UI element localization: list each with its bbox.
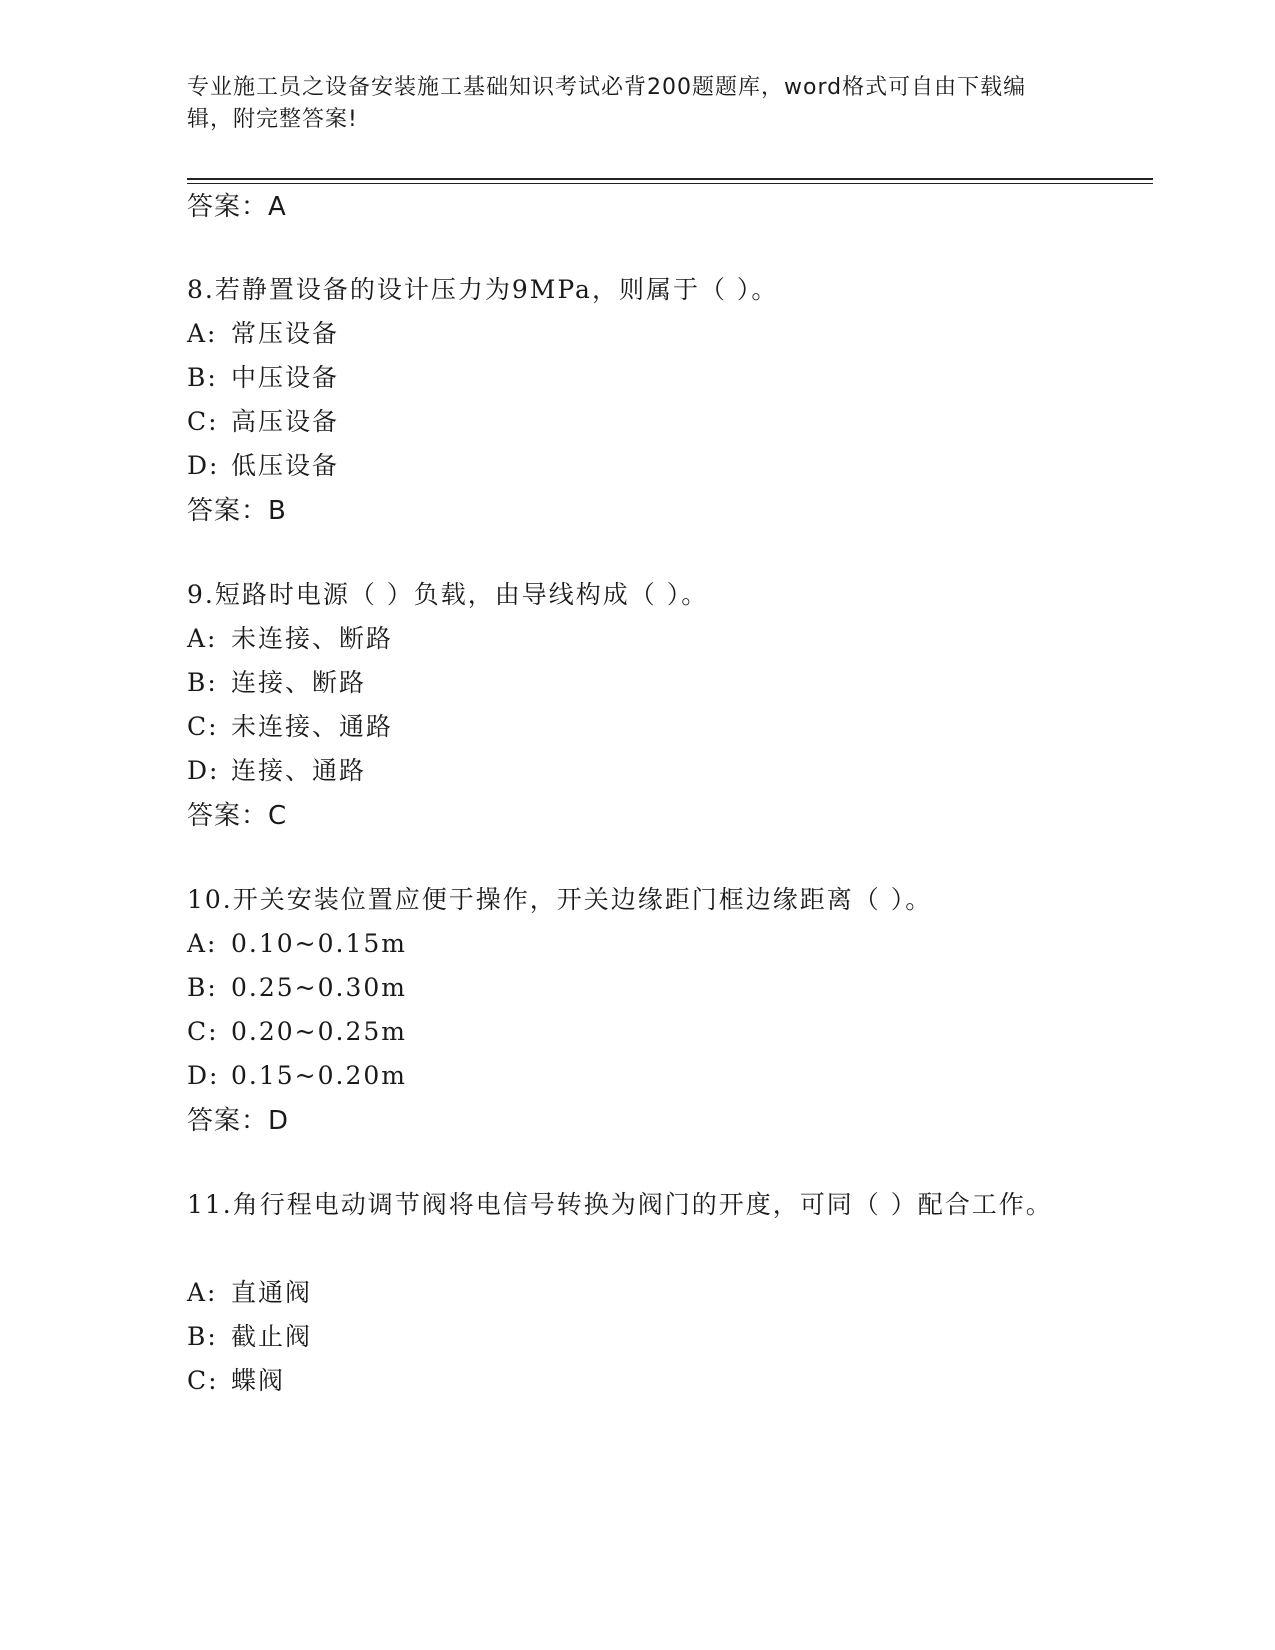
option-letter: C:	[187, 712, 219, 741]
option	[187, 1276, 312, 1310]
option-letter: A:	[187, 929, 218, 958]
option-text: 连接、断路	[231, 668, 367, 697]
header-rule-thin	[187, 183, 1153, 184]
option-text: 未连接、断路	[231, 624, 394, 653]
option	[187, 361, 339, 395]
option-letter: A:	[187, 624, 218, 653]
option-text: 0.10~0.15m	[231, 929, 407, 958]
option	[187, 666, 366, 700]
option-letter: D:	[187, 451, 220, 480]
option-letter: A:	[187, 1278, 218, 1307]
option-text: 0.15~0.20m	[231, 1061, 407, 1090]
option-letter: A:	[187, 319, 218, 348]
option-text: 中压设备	[231, 363, 340, 392]
option-letter: C:	[187, 407, 219, 436]
answer: 答案：D	[187, 1106, 290, 1136]
option	[187, 1059, 407, 1093]
answer: 答案：C	[187, 801, 288, 831]
option-text: 低压设备	[231, 451, 340, 480]
option-text: 高压设备	[231, 407, 340, 436]
header-rule	[187, 178, 1153, 180]
option-letter: B:	[187, 1322, 218, 1351]
question-stem: 8.若静置设备的设计压力为9MPa，则属于（ ）。	[187, 275, 779, 304]
option	[187, 405, 339, 439]
option-text: 0.20~0.25m	[231, 1017, 407, 1046]
option	[187, 971, 407, 1005]
option-text: 直通阀	[231, 1278, 313, 1307]
answer: 答案：B	[187, 496, 287, 526]
option	[187, 754, 366, 788]
option-text: 常压设备	[231, 319, 340, 348]
previous-answer: 答案：A	[187, 192, 287, 222]
option	[187, 710, 393, 744]
option	[187, 927, 407, 961]
option-text: 未连接、通路	[231, 712, 394, 741]
option-letter: D:	[187, 756, 220, 785]
question-stem: 10.开关安装位置应便于操作，开关边缘距门框边缘距离（ ）。	[187, 885, 933, 914]
option	[187, 449, 339, 483]
option-text: 0.25~0.30m	[231, 973, 407, 1002]
option	[187, 1320, 312, 1354]
option-text: 蝶阀	[231, 1366, 286, 1395]
question-stem: 9.短路时电源（ ）负载，由导线构成（ ）。	[187, 580, 709, 609]
option-letter: D:	[187, 1061, 220, 1090]
option	[187, 317, 339, 351]
option-letter: C:	[187, 1017, 219, 1046]
page-header: 专业施工员之设备安装施工基础知识考试必背200题题库，word格式可自由下载编辑，附完整答案!	[187, 75, 1027, 132]
option	[187, 622, 393, 656]
option-text: 连接、通路	[231, 756, 367, 785]
option-letter: B:	[187, 668, 218, 697]
option	[187, 1364, 285, 1398]
option-letter: B:	[187, 363, 218, 392]
option-letter: B:	[187, 973, 218, 1002]
option	[187, 1015, 407, 1049]
question-stem: 11.角行程电动调节阀将电信号转换为阀门的开度，可同（ ）配合工作。	[187, 1190, 1053, 1219]
option-letter: C:	[187, 1366, 219, 1395]
option-text: 截止阀	[231, 1322, 313, 1351]
